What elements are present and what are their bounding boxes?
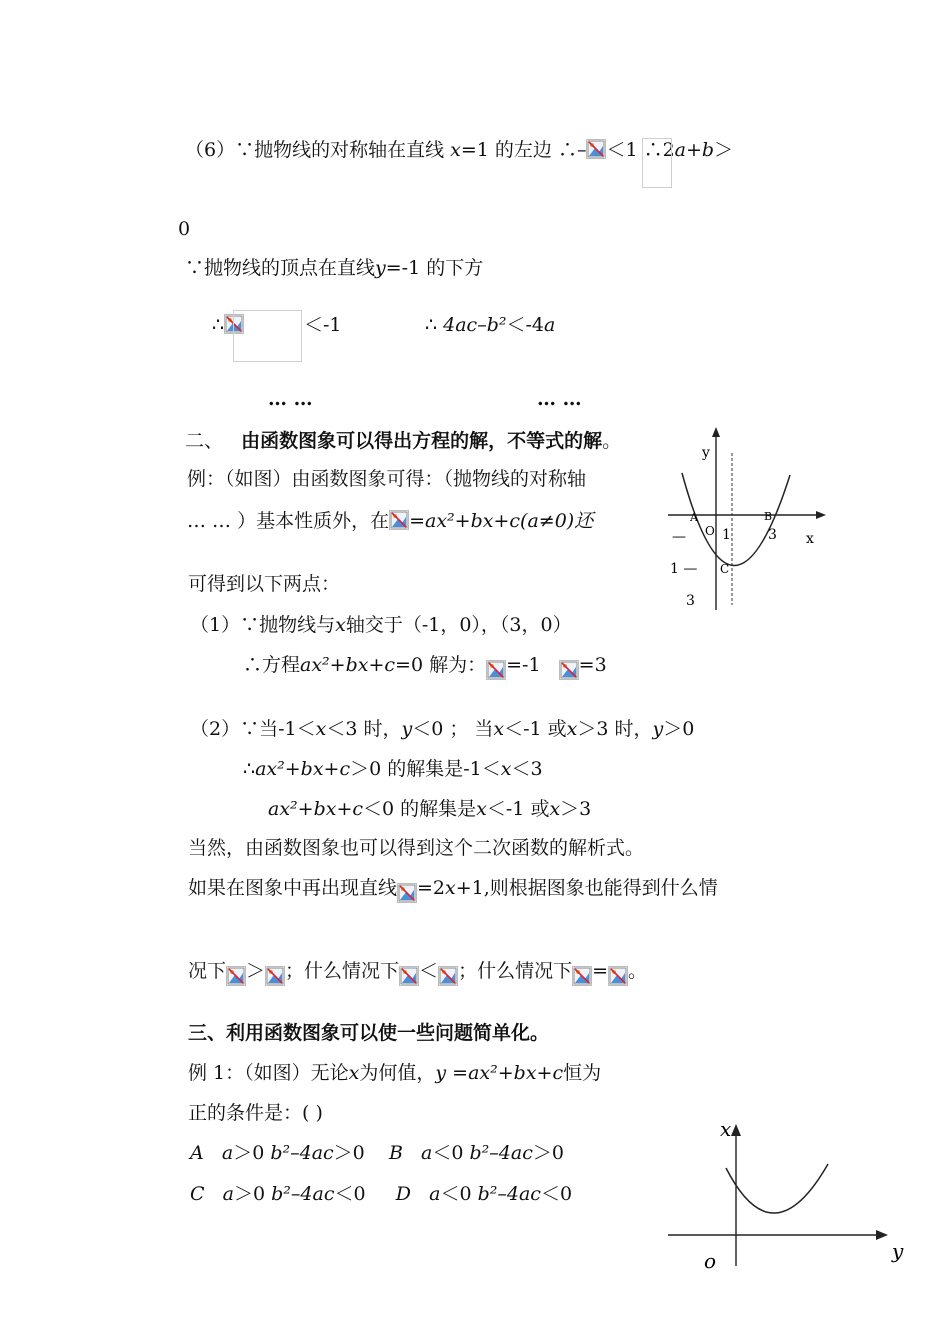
- positive-parabola-figure: [660, 1110, 920, 1290]
- section-heading: [185, 429, 621, 453]
- text: 。: [628, 960, 648, 982]
- text-line: [243, 653, 607, 680]
- text: ∴方程: [243, 654, 301, 676]
- text: ∴: [212, 314, 225, 336]
- broken-image-icon: [226, 966, 246, 986]
- text: 例：（如图）由函数图象可得：（抛物线的对称轴: [187, 468, 587, 490]
- var: a: [544, 314, 556, 336]
- text: 三、利用函数图象可以使一些问题简单化。: [188, 1022, 550, 1044]
- text: +: [686, 139, 702, 161]
- text: ∵抛物线的顶点在直线: [185, 257, 376, 279]
- label-top-axis: x: [720, 1117, 732, 1141]
- image-frame: [233, 310, 302, 362]
- label-x: x: [806, 531, 814, 547]
- label-left-1: 1 —: [670, 561, 698, 577]
- text: ＜0 ； 当: [412, 718, 494, 740]
- text: ＞0: [663, 718, 695, 740]
- var: a: [527, 510, 539, 532]
- var: x: [335, 614, 346, 636]
- parabola-curve: [682, 473, 790, 566]
- label-dash: —: [672, 529, 686, 545]
- option-letter: D: [395, 1183, 412, 1205]
- equation: ax²+bx+c: [268, 798, 364, 820]
- text-line: [188, 836, 644, 860]
- text: ＜-1 或: [504, 718, 567, 740]
- var: x: [315, 718, 327, 740]
- text: ＜0 的解集是: [363, 798, 477, 820]
- text: 为何值，: [359, 1062, 436, 1084]
- text: 当然，由函数图象也可以得到这个二次函数的解析式。: [188, 837, 645, 859]
- text: 正的条件是：( ): [188, 1102, 323, 1124]
- option-c: [190, 1182, 572, 1206]
- var: b: [701, 139, 715, 161]
- var: a: [221, 1142, 234, 1164]
- broken-image-icon: [399, 966, 419, 986]
- text-line: [178, 217, 190, 241]
- text: … …: [268, 388, 313, 410]
- text: … … ）基本性质外，在: [187, 510, 390, 532]
- var: x: [493, 718, 505, 740]
- var: b²–4ac: [270, 1142, 334, 1164]
- text: ≠0)还: [538, 510, 594, 532]
- text: ＞3: [560, 798, 592, 820]
- var: x: [476, 798, 487, 820]
- equation: ax²+bx+c: [255, 758, 351, 780]
- text: （2）∵当-1＜: [190, 718, 316, 740]
- broken-image-icon: [486, 660, 506, 680]
- var: y: [401, 718, 413, 740]
- parabola-figure: [660, 425, 840, 615]
- var: x: [445, 877, 456, 899]
- text: =: [592, 960, 608, 982]
- label-y: y: [702, 445, 710, 461]
- text: ＞0 的解集是-1＜: [350, 758, 501, 780]
- text: ＜-1: [304, 314, 342, 336]
- text: ＞0: [532, 1142, 564, 1164]
- var: a: [429, 1183, 441, 1205]
- text: 0: [178, 218, 191, 240]
- text: ＜0: [432, 1142, 464, 1164]
- label-1: 1: [722, 527, 731, 543]
- text: ＜-4: [506, 314, 544, 336]
- var: x: [549, 798, 561, 820]
- text: （6）∵抛物线的对称轴在直线: [185, 139, 445, 161]
- var: b²–4ac: [469, 1142, 533, 1164]
- label-c: C: [720, 562, 730, 576]
- equation: ax²+bx+c: [300, 654, 396, 676]
- text: 如果在图象中再出现直线: [188, 877, 398, 899]
- text: ＞: [246, 960, 266, 982]
- label-bottom-3: 3: [686, 593, 695, 609]
- text: 例 1：（如图）无论: [188, 1062, 349, 1084]
- text-line: [304, 313, 342, 337]
- var: x: [450, 139, 461, 161]
- text-line: [185, 256, 483, 280]
- label-b: B: [764, 510, 773, 523]
- text: 轴交于（-1，0），（3，0）: [345, 614, 572, 636]
- broken-image-icon: [586, 139, 606, 159]
- var: x: [348, 1062, 360, 1084]
- text: =-1 的下方: [385, 257, 484, 279]
- broken-image-icon: [608, 966, 628, 986]
- var: b²–4ac: [477, 1183, 541, 1205]
- text: ＞: [714, 139, 734, 161]
- text: ＜3 时，: [326, 718, 402, 740]
- broken-image-icon: [389, 510, 409, 530]
- text: ＜-1 或: [486, 798, 550, 820]
- var: b²–4ac: [271, 1183, 335, 1205]
- text-line: [187, 509, 593, 533]
- broken-image-icon: [438, 966, 458, 986]
- text: 恒为: [563, 1062, 602, 1084]
- text: =1 的左边 ∴–: [460, 139, 587, 161]
- image-frame: [642, 138, 672, 188]
- text: ＜: [419, 960, 439, 982]
- label-a: A: [690, 511, 698, 524]
- var: x: [566, 718, 578, 740]
- text: ＞0: [234, 1183, 266, 1205]
- text-line: [187, 467, 586, 491]
- text: ＜0: [540, 1183, 573, 1205]
- option-letter: C: [190, 1183, 205, 1205]
- text: ＜1 ∴2: [606, 139, 675, 161]
- text-line: [268, 797, 591, 821]
- equation: ax²+bx+c: [468, 1062, 564, 1084]
- text: ；什么情况下: [285, 960, 400, 982]
- text-line: [190, 717, 694, 741]
- text-line: [243, 757, 543, 781]
- text: … …: [537, 388, 582, 410]
- horizontal-axis-arrow: [876, 1230, 888, 1240]
- var: y: [652, 718, 664, 740]
- text: ＞0: [333, 1142, 365, 1164]
- text: ＞0: [233, 1142, 265, 1164]
- text-line: [190, 613, 572, 637]
- y-axis-arrow: [712, 427, 720, 437]
- text: =0 解为：: [395, 654, 487, 676]
- text-line: [188, 876, 718, 903]
- broken-image-icon: [559, 660, 579, 680]
- text: ；什么情况下: [458, 960, 573, 982]
- var: a: [674, 139, 686, 161]
- text: =2: [417, 877, 446, 899]
- text: =3: [578, 654, 607, 676]
- text: ＜0: [334, 1183, 366, 1205]
- text: ＜3: [511, 758, 543, 780]
- text: 二、: [185, 430, 224, 452]
- text: =-1: [506, 654, 541, 676]
- var: a: [222, 1183, 234, 1205]
- parabola-curve: [726, 1164, 828, 1213]
- vertical-axis-arrow: [731, 1124, 741, 1136]
- broken-image-icon: [397, 883, 417, 903]
- text: 由函数图象可以得出方程的解，不等式的解: [241, 430, 603, 452]
- text: 可得到以下两点：: [188, 573, 341, 595]
- text: ＜0: [440, 1183, 472, 1205]
- label-origin: o: [704, 1249, 717, 1273]
- ellipsis: [268, 387, 313, 411]
- text-line: [188, 1101, 323, 1125]
- text-line: [425, 313, 555, 337]
- text: （1）∵抛物线与: [190, 614, 336, 636]
- text-line: [188, 1061, 601, 1085]
- text: ∴: [243, 758, 256, 780]
- equation: =ax²+bx+c(: [409, 510, 528, 532]
- var: y: [435, 1062, 447, 1084]
- text: ＞3 时，: [577, 718, 653, 740]
- option-letter: A: [190, 1142, 204, 1164]
- label-o: O: [705, 524, 715, 538]
- text: +1,则根据图象也能得到什么情: [455, 877, 718, 899]
- var: 4ac–b²: [443, 314, 507, 336]
- var: x: [500, 758, 512, 780]
- text: ∴: [425, 314, 438, 336]
- text-line: [188, 959, 647, 986]
- option-letter: B: [388, 1142, 403, 1164]
- broken-image-icon: [265, 966, 285, 986]
- text: 。: [602, 430, 622, 452]
- text: 况下: [188, 960, 227, 982]
- var: y: [375, 257, 386, 279]
- var: a: [421, 1142, 433, 1164]
- label-3: 3: [768, 527, 777, 543]
- broken-image-icon: [572, 966, 592, 986]
- ellipsis: [537, 387, 582, 411]
- section-heading: [188, 1021, 549, 1045]
- x-axis-arrow: [816, 511, 826, 519]
- text-line: [188, 572, 340, 596]
- text: =: [452, 1062, 469, 1084]
- option-a: [190, 1141, 564, 1165]
- label-right-axis: y: [892, 1239, 904, 1263]
